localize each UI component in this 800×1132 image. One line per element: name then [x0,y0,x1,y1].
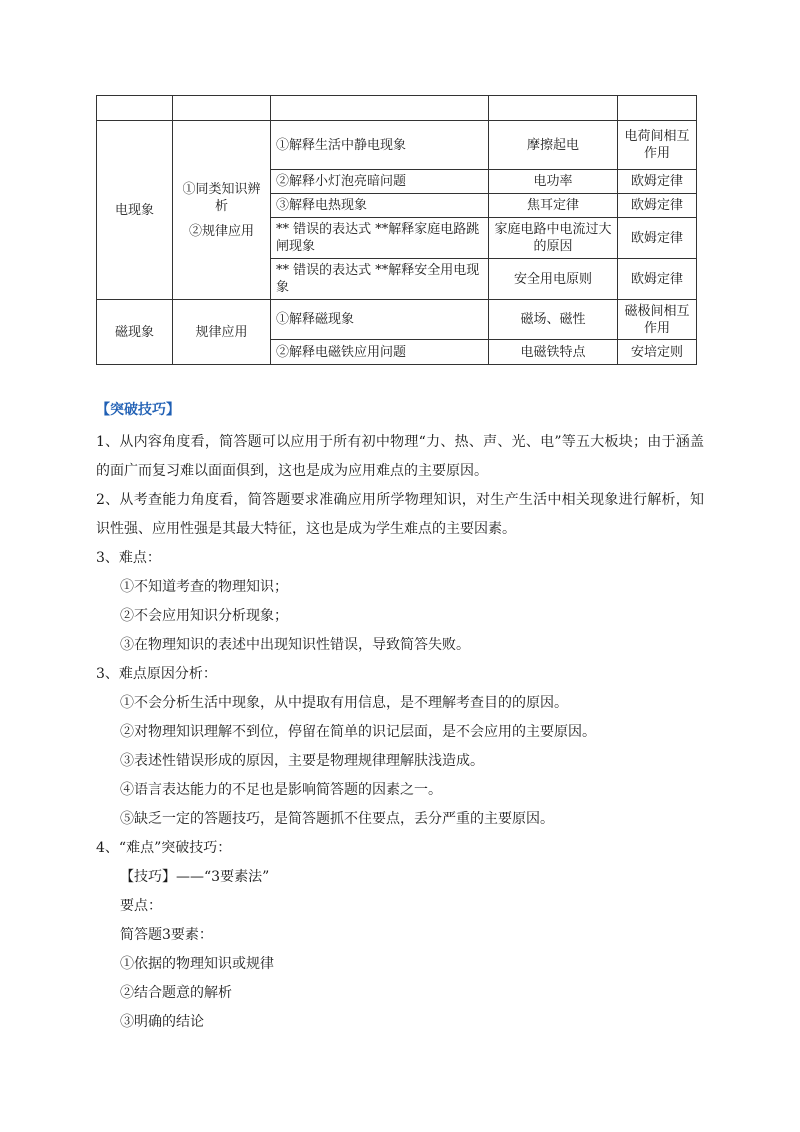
list-item: ①依据的物理知识或规律 [120,956,274,972]
list-item: ③明确的结论 [120,1014,204,1030]
content-cell: ①解释生活中静电现象 [271,121,489,170]
principle-cell: 磁极间相互作用 [618,300,697,340]
content-cell: ** 错误的表达式 **解释安全用电现象 [271,259,489,300]
category-cell: 磁现象 [97,300,173,365]
content-cell: ** 错误的表达式 **解释家庭电路跳闸现象 [271,218,489,259]
key-points-label: 要点： [120,898,162,914]
list-item: ①不知道考查的物理知识； [120,579,288,595]
list-item: ③在物理知识的表述中出现知识性错误，导致简答失败。 [120,637,470,653]
table-cell [271,96,489,121]
principle-cell: 欧姆定律 [618,170,697,194]
method-cell [173,121,271,300]
principle-cell: 安培定则 [618,340,697,365]
principle-cell: 欧姆定律 [618,259,697,300]
paragraph-technique-title: 4、“难点”突破技巧： [96,840,232,856]
list-item: ②不会应用知识分析现象； [120,608,288,624]
table-row [97,300,697,340]
table-cell [97,96,173,121]
list-item: ①不会分析生活中现象，从中提取有用信息，是不理解考查目的的原因。 [120,695,568,711]
list-item: ⑤缺乏一定的答题技巧，是简答题抓不住要点，丢分严重的主要原因。 [120,811,554,827]
list-item: ②结合题意的解析 [120,985,232,1001]
knowledge-cell: 电磁铁特点 [489,340,618,365]
content-cell: ②解释小灯泡亮暗问题 [271,170,489,194]
paragraph-cause-title: 3、难点原因分析： [96,666,217,682]
principle-cell: 电荷间相互作用 [618,121,697,170]
list-item: ③表述性错误形成的原因，主要是物理规律理解肤浅造成。 [120,753,484,769]
content-cell: ③解释电热现象 [271,194,489,218]
paragraph-ability-angle: 2、从考查能力角度看，简答题要求准确应用所学物理知识，对生产生活中相关现象进行解析，知识性强、应用性强是其最大特征，这也是成为学生难点的主要因素。 [96,492,704,537]
principle-cell: 欧姆定律 [618,218,697,259]
method-cell: 规律应用 [173,300,271,365]
table-row [97,121,697,170]
knowledge-cell: 焦耳定律 [489,194,618,218]
principle-cell: 欧姆定律 [618,194,697,218]
paragraph-content-angle: 1、从内容角度看，简答题可以应用于所有初中物理“力、热、声、光、电”等五大板块；由于涵盖的面广而复习难以面面俱到，这也是成为应用难点的主要原因。 [96,434,704,479]
technique-label: 【技巧】——“3要素法” [120,869,270,885]
table-cell [618,96,697,121]
table-header-row [97,96,697,121]
content-cell: ②解释电磁铁应用问题 [271,340,489,365]
table-cell [173,96,271,121]
knowledge-cell: 磁场、磁性 [489,300,618,340]
three-elements-label: 简答题3要素： [120,927,213,943]
section-title: 【突破技巧】 [96,402,180,418]
knowledge-cell: 家庭电路中电流过大的原因 [489,218,618,259]
method-line: ②规律应用 [188,223,254,239]
table-cell [489,96,618,121]
body-text [96,428,704,1037]
knowledge-cell: 摩擦起电 [489,121,618,170]
paragraph-difficulty-title: 3、难点： [96,550,161,566]
method-line: ①同类知识辨析 [182,181,261,214]
knowledge-cell: 安全用电原则 [489,259,618,300]
list-item: ②对物理知识理解不到位，停留在简单的识记层面，是不会应用的主要原因。 [120,724,596,740]
knowledge-cell: 电功率 [489,170,618,194]
list-item: ④语言表达能力的不足也是影响简答题的因素之一。 [120,782,442,798]
category-cell: 电现象 [97,121,173,300]
knowledge-table [96,95,697,365]
content-cell: ①解释磁现象 [271,300,489,340]
